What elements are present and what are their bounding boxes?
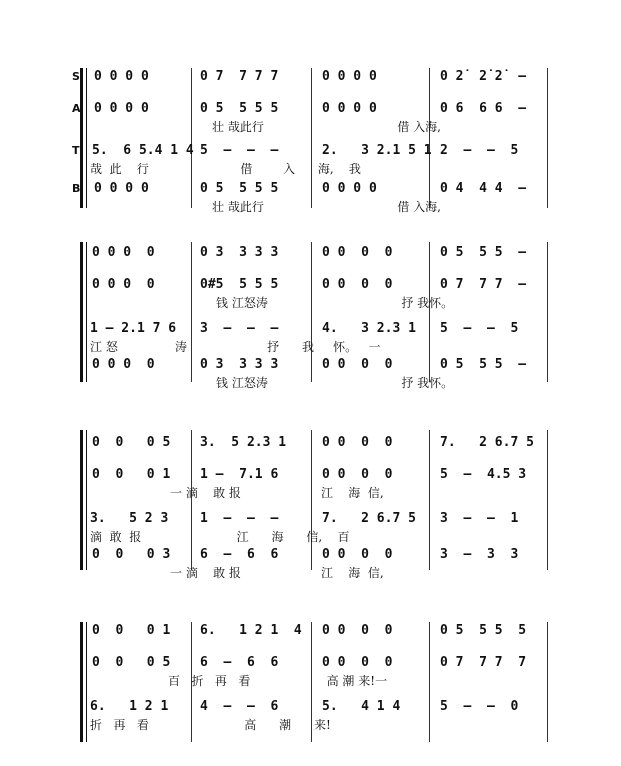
system-4	[0, 612, 621, 766]
voice-row-s	[0, 68, 621, 86]
measure-notes: 3 – – 1	[440, 511, 519, 526]
voice-row-a	[0, 100, 621, 118]
voice-row-b	[0, 546, 621, 564]
measure-notes: 0 5 5 5 5	[200, 101, 279, 116]
measure-notes: 4 – – 6	[200, 699, 279, 714]
measure-notes: 0 0 0 0	[322, 181, 377, 196]
lyric-line: 钱 江怒涛 抒 我怀。	[216, 296, 454, 310]
measure-notes: 0 0 0 0	[94, 101, 149, 116]
lyric-line: 壮 哉此行 借 入海,	[212, 120, 441, 134]
lyric-line: 一 滴 敢 报 江 海 信,	[170, 566, 384, 580]
measure-notes: 1 – 7.1 6	[200, 467, 279, 482]
measure-notes: 5 – 4.5 3	[440, 467, 527, 482]
voice-row-t	[0, 142, 621, 160]
system-2	[0, 240, 621, 390]
measure-notes: 3 – 3 3	[440, 547, 519, 562]
measure-notes: 0 0 0 1	[92, 623, 171, 638]
measure-notes: 4. 3 2.3 1	[322, 321, 416, 336]
measure-notes: 1 – 2.1 7 6	[90, 321, 177, 336]
lyric-line: 哉 此 行 借 入 海, 我	[90, 162, 361, 176]
lyric-line: 百 折 再 看 高 潮 来!一	[168, 674, 388, 688]
measure-notes: 1 – – –	[200, 511, 279, 526]
measure-notes: 0 0 0 0	[322, 547, 393, 562]
measure-notes: 5 – – 0	[440, 699, 519, 714]
lyric-line: 江 怒 涛 抒 我 怀。 一	[90, 340, 381, 354]
measure-notes: 0 3 3 3 3	[200, 245, 279, 260]
voice-label-b: B	[72, 182, 81, 195]
lyric-line: 壮 哉此行 借 入海,	[212, 200, 441, 214]
measure-notes: 6 – 6 6	[200, 547, 279, 562]
voice-row-b	[0, 356, 621, 374]
measure-notes: 0 0 0 5	[92, 435, 171, 450]
lyric-line: 折 再 看 高 潮 来!	[90, 718, 331, 732]
measure-notes: 0 2̇ 2̇ 2̇ –	[440, 69, 527, 84]
lyric-line: 一 滴 敢 报 江 海 信,	[170, 486, 384, 500]
measure-notes: 6. 1 2 1 4	[200, 623, 302, 638]
measure-notes: 0 0 0 0	[94, 181, 149, 196]
voice-row-a	[0, 276, 621, 294]
lyric-line: 滴 敢 报 江 海 信, 百	[90, 530, 350, 544]
measure-notes: 0 5 5 5 –	[440, 245, 527, 260]
measure-notes: 0 0 0 0	[322, 655, 393, 670]
voice-label-a: A	[72, 102, 81, 115]
measure-notes: 7. 2 6.7 5	[322, 511, 416, 526]
measure-notes: 0 0 0 0	[322, 435, 393, 450]
lyric-line: 钱 江怒涛 抒 我怀。	[216, 376, 454, 390]
measure-notes: 3. 5 2.3 1	[200, 435, 287, 450]
voice-row-s	[0, 434, 621, 452]
measure-notes: 0 4 4 4 –	[440, 181, 527, 196]
measure-notes: 0 0 0 0	[322, 623, 393, 638]
measure-notes: 0 0 0 1	[92, 467, 171, 482]
measure-notes: 0 0 0 0	[92, 357, 155, 372]
voice-row-t	[0, 698, 621, 716]
measure-notes: 0 0 0 0	[92, 245, 155, 260]
measure-notes: 0 5 5 5 –	[440, 357, 527, 372]
measure-notes: 0 0 0 0	[322, 69, 377, 84]
measure-notes: 0 0 0 0	[322, 357, 393, 372]
barline	[429, 622, 430, 742]
voice-row-b	[0, 180, 621, 198]
voice-row-a	[0, 466, 621, 484]
measure-notes: 0#5 5 5 5	[200, 277, 279, 292]
system-line	[86, 622, 87, 742]
measure-notes: 0 0 0 0	[322, 101, 377, 116]
measure-notes: 5. 6 5.4 1 4	[92, 143, 194, 158]
measure-notes: 5. 4 1 4	[322, 699, 401, 714]
voice-row-t	[0, 320, 621, 338]
measure-notes: 0 5 5 5 5	[200, 181, 279, 196]
measure-notes: 6. 1 2 1	[90, 699, 169, 714]
measure-notes: 2. 3 2.1 5 1	[322, 143, 432, 158]
measure-notes: 5 – – 5	[440, 321, 519, 336]
measure-notes: 0 0 0 0	[322, 467, 393, 482]
measure-notes: 0 7 7 7 –	[440, 277, 527, 292]
measure-notes: 0 7 7 7 7	[200, 69, 279, 84]
measure-notes: 5 – – –	[200, 143, 279, 158]
measure-notes: 0 0 0 3	[92, 547, 171, 562]
measure-notes: 0 5 5 5 5	[440, 623, 527, 638]
measure-notes: 0 0 0 0	[322, 245, 393, 260]
voice-label-t: T	[72, 144, 80, 157]
measure-notes: 0 0 0 0	[322, 277, 393, 292]
measure-notes: 0 0 0 0	[94, 69, 149, 84]
measure-notes: 0 0 0 5	[92, 655, 171, 670]
measure-notes: 2 – – 5	[440, 143, 519, 158]
voice-row-a	[0, 654, 621, 672]
system-1	[0, 60, 621, 214]
measure-notes: 0 7 7 7 7	[440, 655, 527, 670]
system-brace	[80, 622, 83, 742]
measure-notes: 0 0 0 0	[92, 277, 155, 292]
measure-notes: 3 – – –	[200, 321, 279, 336]
voice-label-s: S	[72, 70, 80, 83]
voice-row-s	[0, 244, 621, 262]
barline	[547, 622, 548, 742]
measure-notes: 6 – 6 6	[200, 655, 279, 670]
voice-row-s	[0, 622, 621, 640]
voice-row-t	[0, 510, 621, 528]
system-3	[0, 430, 621, 580]
measure-notes: 3. 5 2 3	[90, 511, 169, 526]
measure-notes: 0 3 3 3 3	[200, 357, 279, 372]
measure-notes: 7. 2 6.7 5	[440, 435, 534, 450]
measure-notes: 0 6 6 6 –	[440, 101, 527, 116]
